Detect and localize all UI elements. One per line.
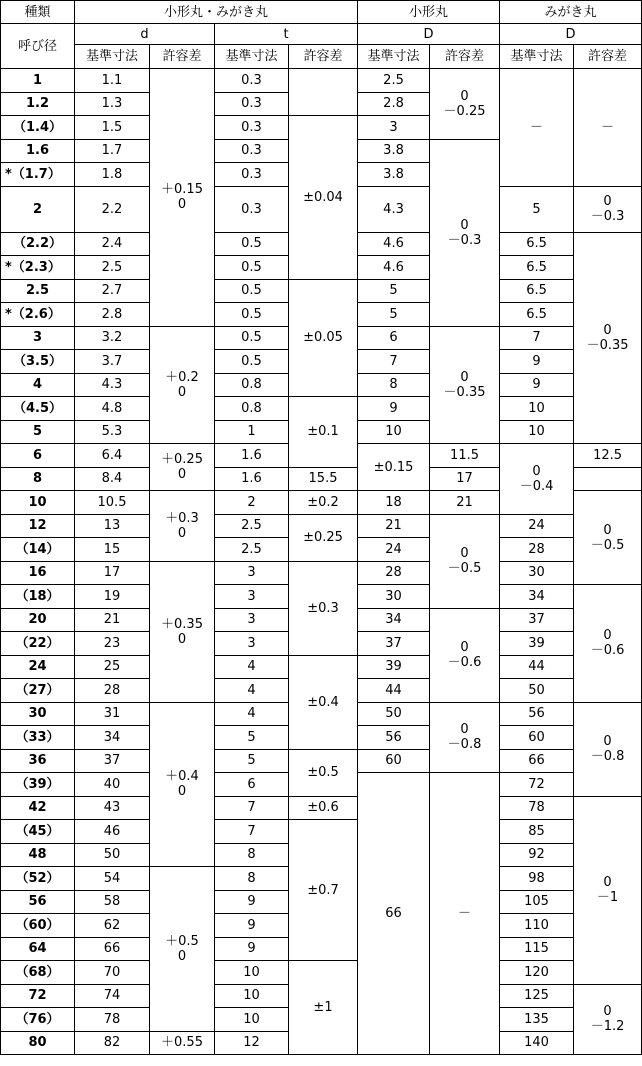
d-tol-header: 許容差 (150, 45, 215, 69)
nominal-size-cell: 36 (1, 749, 75, 773)
d-tolerance-cell: ＋0.5 0 (150, 867, 215, 1032)
table-row (1, 820, 642, 844)
D-small-base-cell: 24 (358, 538, 430, 562)
D-polished-base-cell: 21 (430, 491, 500, 515)
D-small-tolerance-cell: 0 －0.4 (500, 444, 574, 515)
D-small-base-cell: 3 (358, 116, 430, 140)
D-small-base-cell: 66 (358, 773, 430, 1055)
D-polished-base-cell: 120 (500, 961, 574, 985)
t-tolerance-cell: ±0.6 (289, 796, 358, 820)
t-base-cell: 4 (215, 702, 289, 726)
nominal-size-cell: *（2.6） (1, 303, 75, 327)
D-small-base-header: 基準寸法 (358, 45, 430, 69)
D-small-base-cell: 9 (358, 397, 430, 421)
D-polished-tolerance-cell: 0 －0.8 (574, 702, 642, 796)
D-polished-tolerance-cell: － (574, 69, 642, 187)
D-polished-base-cell: 92 (500, 843, 574, 867)
nominal-size-cell: 6 (1, 444, 75, 468)
D-polished-base-cell: 98 (500, 867, 574, 891)
D-small-base-cell: 11.5 (430, 444, 500, 468)
D-polished-base-cell: 9 (500, 373, 574, 397)
t-base-cell: 0.3 (215, 69, 289, 93)
d-tolerance-cell: ＋0.55 (150, 1031, 215, 1055)
nominal-size-cell: 80 (1, 1031, 75, 1055)
D-small-base-cell: 56 (358, 726, 430, 750)
nominal-size-cell: 24 (1, 655, 75, 679)
nominal-size-cell: *（2.3） (1, 256, 75, 280)
D-small-base-cell: 6 (358, 326, 430, 350)
d-base-cell: 3.2 (75, 326, 150, 350)
nominal-size-cell: （45） (1, 820, 75, 844)
nominal-size-cell: 2 (1, 186, 75, 232)
t-base-cell: 5 (215, 726, 289, 750)
nominal-size-cell: 64 (1, 937, 75, 961)
t-base-cell: 0.5 (215, 303, 289, 327)
d-base-cell: 82 (75, 1031, 150, 1055)
t-tolerance-cell (289, 69, 358, 116)
D-small-base-cell: 4.6 (358, 232, 430, 256)
D-small-base-cell: 10 (358, 420, 430, 444)
D-polished-base-cell: 85 (500, 820, 574, 844)
t-base-cell: 8 (215, 843, 289, 867)
t-base-cell: 0.3 (215, 116, 289, 140)
D-small-base-cell: 3.8 (358, 139, 430, 163)
D-polished-tolerance-cell: 0 －1 (574, 796, 642, 984)
D-polished-base-cell: 10 (500, 397, 574, 421)
t-base-cell: 3 (215, 632, 289, 656)
D-polished-base-cell: 9 (500, 350, 574, 374)
t-base-cell: 6 (215, 773, 289, 797)
nominal-size-cell: （27） (1, 679, 75, 703)
nominal-size-cell: *（1.7） (1, 163, 75, 187)
d-base-cell: 13 (75, 514, 150, 538)
d-tolerance-cell: ＋0.35 0 (150, 561, 215, 702)
t-base-cell: 5 (215, 749, 289, 773)
table-row (1, 961, 642, 985)
nominal-size-cell: （52） (1, 867, 75, 891)
t-tolerance-cell: ±0.4 (289, 655, 358, 749)
t-base-cell: 0.8 (215, 373, 289, 397)
t-base-cell: 2 (215, 491, 289, 515)
d-base-cell: 17 (75, 561, 150, 585)
D-polished-base-cell: 115 (500, 937, 574, 961)
nominal-size-cell: 2.5 (1, 279, 75, 303)
D-polished-base-cell: 78 (500, 796, 574, 820)
D-small-base-cell: 2.8 (358, 92, 430, 116)
D-polished-tolerance-cell: 0 －0.6 (574, 585, 642, 703)
d-base-cell: 46 (75, 820, 150, 844)
t-base-cell: 3 (215, 561, 289, 585)
nominal-size-cell: 16 (1, 561, 75, 585)
d-base-cell: 1.1 (75, 69, 150, 93)
D-small-base-cell: 30 (358, 585, 430, 609)
nominal-size-cell: （18） (1, 585, 75, 609)
d-base-cell: 31 (75, 702, 150, 726)
t-tolerance-cell: ±0.04 (289, 116, 358, 280)
t-tolerance-cell: ±0.2 (289, 491, 358, 515)
t-base-cell: 10 (215, 961, 289, 985)
D-small-base-cell: 39 (358, 655, 430, 679)
D-small-base-cell: 44 (358, 679, 430, 703)
D-polished-base-cell: － (500, 69, 574, 187)
d-base-cell: 66 (75, 937, 150, 961)
D-small-header: D (358, 24, 500, 45)
nominal-size-cell: 20 (1, 608, 75, 632)
t-base-cell: 7 (215, 796, 289, 820)
t-base-cell: 2.5 (215, 514, 289, 538)
d-base-cell: 8.4 (75, 467, 150, 491)
table-row (1, 69, 642, 93)
D-polished-base-cell: 44 (500, 655, 574, 679)
table-row (1, 514, 642, 538)
type-header: 種類 (1, 1, 75, 24)
D-polished-tolerance-cell: 0 －0.3 (574, 186, 642, 232)
D-polished-base-cell: 66 (500, 749, 574, 773)
d-base-cell: 23 (75, 632, 150, 656)
nominal-size-cell: 4 (1, 373, 75, 397)
t-base-cell: 9 (215, 890, 289, 914)
d-base-cell: 2.2 (75, 186, 150, 232)
D-polished-base-cell: 140 (500, 1031, 574, 1055)
table-row (1, 796, 642, 820)
D-polished-base-cell: 39 (500, 632, 574, 656)
D-small-base-cell: 2.5 (358, 69, 430, 93)
D-polished-tolerance-cell: 0 －1.2 (574, 984, 642, 1055)
t-base-cell: 0.5 (215, 256, 289, 280)
t-base-cell: 10 (215, 1008, 289, 1032)
D-polished-base-cell: 28 (500, 538, 574, 562)
d-base-cell: 78 (75, 1008, 150, 1032)
t-base-cell: 7 (215, 820, 289, 844)
D-polished-base-cell: 56 (500, 702, 574, 726)
D-small-tolerance-cell: 0 －0.3 (430, 139, 500, 326)
d-base-cell: 4.3 (75, 373, 150, 397)
d-base-cell: 1.3 (75, 92, 150, 116)
t-base-cell: 0.5 (215, 232, 289, 256)
t-tolerance-cell: ±0.5 (289, 749, 358, 796)
t-base-cell: 0.5 (215, 350, 289, 374)
D-small-base-cell: 28 (358, 561, 430, 585)
D-pol-tol-header: 許容差 (574, 45, 642, 69)
nominal-size-cell: （22） (1, 632, 75, 656)
D-polished-base-cell: 5 (500, 186, 574, 232)
d-base-cell: 19 (75, 585, 150, 609)
nominal-size-cell: （14） (1, 538, 75, 562)
D-small-tolerance-cell: 0 －0.6 (430, 608, 500, 702)
d-base-cell: 54 (75, 867, 150, 891)
D-small-tolerance-cell: 0 －0.8 (430, 702, 500, 773)
t-base-cell: 12 (215, 1031, 289, 1055)
d-base-cell: 6.4 (75, 444, 150, 468)
D-polished-base-cell: 30 (500, 561, 574, 585)
d-base-cell: 74 (75, 984, 150, 1008)
D-small-base-cell: 21 (358, 514, 430, 538)
D-small-base-cell: 4.3 (358, 186, 430, 232)
nominal-size-cell: （60） (1, 914, 75, 938)
D-polished-base-cell: 10 (500, 420, 574, 444)
d-tolerance-cell: ＋0.15 0 (150, 69, 215, 327)
t-tolerance-cell: ±1 (289, 961, 358, 1055)
d-base-cell: 50 (75, 843, 150, 867)
D-polished-base-cell: 72 (500, 773, 574, 797)
nominal-size-cell: （2.2） (1, 232, 75, 256)
t-base-cell: 0.3 (215, 92, 289, 116)
nominal-size-cell: 10 (1, 491, 75, 515)
t-base-cell: 0.5 (215, 279, 289, 303)
category-small: 小形丸 (358, 1, 500, 24)
t-tolerance-cell: ±0.05 (289, 279, 358, 397)
d-tolerance-cell: ＋0.4 0 (150, 702, 215, 867)
D-small-base-cell: 15.5 (289, 467, 358, 491)
d-header: d (75, 24, 215, 45)
nominal-size-cell: 1.2 (1, 92, 75, 116)
D-polished-base-cell: 60 (500, 726, 574, 750)
t-tolerance-cell: ±0.3 (289, 561, 358, 655)
d-base-cell: 34 (75, 726, 150, 750)
t-base-header: 基準寸法 (215, 45, 289, 69)
d-base-cell: 5.3 (75, 420, 150, 444)
nominal-size-cell: 5 (1, 420, 75, 444)
category-small-polished: 小形丸・みがき丸 (75, 1, 358, 24)
d-base-cell: 70 (75, 961, 150, 985)
t-tolerance-cell: ±0.15 (358, 444, 430, 491)
d-base-cell: 62 (75, 914, 150, 938)
t-base-cell: 9 (215, 914, 289, 938)
d-base-cell: 40 (75, 773, 150, 797)
D-polished-base-cell: 110 (500, 914, 574, 938)
d-base-cell: 25 (75, 655, 150, 679)
d-base-header: 基準寸法 (75, 45, 150, 69)
nominal-size-cell: （68） (1, 961, 75, 985)
table-row (1, 561, 642, 585)
nominal-size-cell: （33） (1, 726, 75, 750)
t-base-cell: 0.3 (215, 139, 289, 163)
d-base-cell: 28 (75, 679, 150, 703)
D-polished-base-cell: 37 (500, 608, 574, 632)
D-small-base-cell: 3.8 (358, 163, 430, 187)
t-base-cell: 4 (215, 679, 289, 703)
table-row (1, 397, 642, 421)
D-polished-base-cell: 12.5 (574, 444, 642, 468)
t-tolerance-cell: ±0.25 (289, 514, 358, 561)
t-tolerance-cell: ±0.1 (289, 397, 358, 468)
nominal-size-cell: 56 (1, 890, 75, 914)
table-row (1, 655, 642, 679)
D-small-tolerance-cell: － (430, 773, 500, 1055)
D-polished-base-cell: 7 (500, 326, 574, 350)
t-base-cell: 0.8 (215, 397, 289, 421)
D-small-tolerance-cell: 0 －0.5 (430, 514, 500, 608)
D-polished-header: D (500, 24, 642, 45)
nominal-size-cell: （39） (1, 773, 75, 797)
nominal-size-cell: （1.4） (1, 116, 75, 140)
nominal-size-cell: 72 (1, 984, 75, 1008)
d-base-cell: 43 (75, 796, 150, 820)
t-base-cell: 10 (215, 984, 289, 1008)
D-polished-base-cell: 50 (500, 679, 574, 703)
d-base-cell: 1.7 (75, 139, 150, 163)
D-polished-base-cell: 17 (430, 467, 500, 491)
nominal-size-cell: 8 (1, 467, 75, 491)
nominal-size-cell: 42 (1, 796, 75, 820)
t-base-cell: 3 (215, 608, 289, 632)
D-polished-base-cell: 34 (500, 585, 574, 609)
nominal-size-cell: 12 (1, 514, 75, 538)
D-polished-base-cell: 6.5 (500, 303, 574, 327)
D-small-base-cell: 4.6 (358, 256, 430, 280)
D-polished-base-cell: 135 (500, 1008, 574, 1032)
t-header: t (215, 24, 358, 45)
nominal-size-cell: （76） (1, 1008, 75, 1032)
D-pol-base-header: 基準寸法 (500, 45, 574, 69)
D-polished-base-cell: 105 (500, 890, 574, 914)
d-base-cell: 37 (75, 749, 150, 773)
d-tolerance-cell: ＋0.2 0 (150, 326, 215, 444)
nominal-size-cell: 1 (1, 69, 75, 93)
t-base-cell: 0.3 (215, 186, 289, 232)
D-small-base-cell: 50 (358, 702, 430, 726)
t-tolerance-cell: ±0.7 (289, 820, 358, 961)
d-base-cell: 10.5 (75, 491, 150, 515)
nominal-header: 呼び径 (1, 24, 75, 69)
d-base-cell: 15 (75, 538, 150, 562)
t-base-cell: 0.3 (215, 163, 289, 187)
table-row (1, 749, 642, 773)
d-base-cell: 1.8 (75, 163, 150, 187)
D-small-base-cell: 8 (358, 373, 430, 397)
t-base-cell: 8 (215, 867, 289, 891)
d-base-cell: 1.5 (75, 116, 150, 140)
t-base-cell: 3 (215, 585, 289, 609)
d-base-cell: 58 (75, 890, 150, 914)
t-base-cell: 9 (215, 937, 289, 961)
D-small-base-cell: 5 (358, 303, 430, 327)
nominal-size-cell: 30 (1, 702, 75, 726)
nominal-size-cell: （4.5） (1, 397, 75, 421)
D-polished-base-cell: 6.5 (500, 256, 574, 280)
D-polished-base-cell: 6.5 (500, 232, 574, 256)
D-small-base-cell: 34 (358, 608, 430, 632)
d-tolerance-cell: ＋0.25 0 (150, 444, 215, 491)
D-small-tolerance-cell: 0 －0.35 (430, 326, 500, 444)
D-small-base-cell: 18 (358, 491, 430, 515)
d-base-cell: 21 (75, 608, 150, 632)
t-base-cell: 1.6 (215, 444, 289, 468)
D-polished-base-cell: 6.5 (500, 279, 574, 303)
t-base-cell: 4 (215, 655, 289, 679)
D-small-base-cell: 7 (358, 350, 430, 374)
d-base-cell: 2.8 (75, 303, 150, 327)
D-small-base-cell: 5 (358, 279, 430, 303)
d-base-cell: 2.4 (75, 232, 150, 256)
nominal-size-cell: 3 (1, 326, 75, 350)
D-polished-base-cell: 125 (500, 984, 574, 1008)
nominal-size-cell: 48 (1, 843, 75, 867)
nominal-size-cell: （3.5） (1, 350, 75, 374)
t-base-cell: 0.5 (215, 326, 289, 350)
D-small-base-cell: 60 (358, 749, 430, 773)
D-polished-tolerance-cell: 0 －0.5 (574, 491, 642, 585)
d-base-cell: 4.8 (75, 397, 150, 421)
D-small-tol-header: 許容差 (430, 45, 500, 69)
table-row (1, 279, 642, 303)
t-tol-header: 許容差 (289, 45, 358, 69)
table-body (1, 69, 642, 1055)
d-tolerance-cell: ＋0.3 0 (150, 491, 215, 562)
t-base-cell: 1.6 (215, 467, 289, 491)
d-base-cell: 3.7 (75, 350, 150, 374)
D-polished-tolerance-cell: 0 －0.35 (574, 232, 642, 444)
D-small-base-cell: 37 (358, 632, 430, 656)
d-base-cell: 2.5 (75, 256, 150, 280)
nominal-size-cell: 1.6 (1, 139, 75, 163)
t-base-cell: 1 (215, 420, 289, 444)
D-small-tolerance-cell: 0 －0.25 (430, 69, 500, 140)
t-base-cell: 2.5 (215, 538, 289, 562)
D-polished-base-cell: 24 (500, 514, 574, 538)
category-polished: みがき丸 (500, 1, 642, 24)
d-base-cell: 2.7 (75, 279, 150, 303)
